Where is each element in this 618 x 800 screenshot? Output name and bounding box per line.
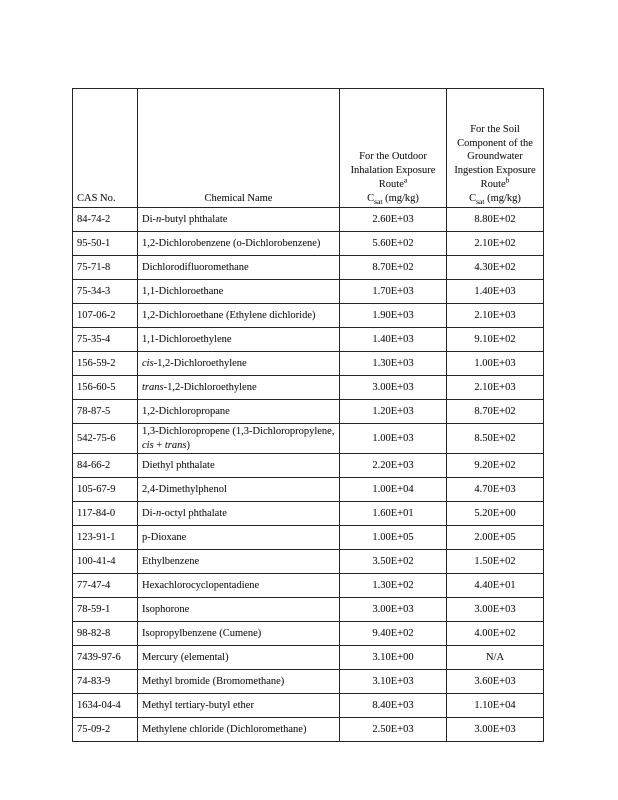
soil-csat-cell: 1.40E+03 bbox=[447, 280, 544, 304]
soil-csat-cell: 2.10E+02 bbox=[447, 232, 544, 256]
cas-number-cell: 7439-97-6 bbox=[73, 646, 138, 670]
outdoor-csat-cell: 5.60E+02 bbox=[340, 232, 447, 256]
header-outdoor-inhalation bbox=[340, 89, 447, 208]
soil-screening-table bbox=[72, 88, 544, 742]
chemical-name-cell: 1,1-Dichloroethylene bbox=[138, 328, 340, 352]
chemical-name-cell: 1,2-Dichloroethane (Ethylene dichloride) bbox=[138, 304, 340, 328]
cas-number-cell: 98-82-8 bbox=[73, 622, 138, 646]
cas-number-cell: 100-41-4 bbox=[73, 550, 138, 574]
table-row bbox=[73, 454, 544, 478]
outdoor-csat-cell: 2.60E+03 bbox=[340, 208, 447, 232]
table-row bbox=[73, 574, 544, 598]
soil-csat-cell: 4.70E+03 bbox=[447, 478, 544, 502]
table-row bbox=[73, 424, 544, 454]
outdoor-csat-cell: 1.70E+03 bbox=[340, 280, 447, 304]
table-row bbox=[73, 400, 544, 424]
cas-number-cell: 117-84-0 bbox=[73, 502, 138, 526]
table-row bbox=[73, 280, 544, 304]
chemical-name-cell: Methyl tertiary-butyl ether bbox=[138, 694, 340, 718]
chemical-name-cell: 1,2-Dichloropropane bbox=[138, 400, 340, 424]
table-row bbox=[73, 718, 544, 742]
table-row bbox=[73, 328, 544, 352]
chemical-name-cell: 1,1-Dichloroethane bbox=[138, 280, 340, 304]
cas-number-cell: 78-87-5 bbox=[73, 400, 138, 424]
table-row bbox=[73, 502, 544, 526]
soil-csat-cell: 9.10E+02 bbox=[447, 328, 544, 352]
chemical-name-cell: Mercury (elemental) bbox=[138, 646, 340, 670]
cas-number-cell: 95-50-1 bbox=[73, 232, 138, 256]
cas-number-cell: 78-59-1 bbox=[73, 598, 138, 622]
soil-csat-cell: 5.20E+00 bbox=[447, 502, 544, 526]
footnote-marker-b: b bbox=[505, 175, 510, 185]
outdoor-csat-cell: 2.20E+03 bbox=[340, 454, 447, 478]
cas-number-cell: 156-60-5 bbox=[73, 376, 138, 400]
table-row bbox=[73, 376, 544, 400]
outdoor-csat-cell: 3.50E+02 bbox=[340, 550, 447, 574]
table-row bbox=[73, 694, 544, 718]
chemical-name-cell: Methylene chloride (Dichloromethane) bbox=[138, 718, 340, 742]
soil-csat-cell: 4.00E+02 bbox=[447, 622, 544, 646]
chemical-name-cell: Isopropylbenzene (Cumene) bbox=[138, 622, 340, 646]
soil-csat-cell: N/A bbox=[447, 646, 544, 670]
outdoor-csat-cell: 8.40E+03 bbox=[340, 694, 447, 718]
soil-csat-cell: 3.00E+03 bbox=[447, 718, 544, 742]
cas-number-cell: 75-35-4 bbox=[73, 328, 138, 352]
chemical-name-cell: Hexachlorocyclopentadiene bbox=[138, 574, 340, 598]
table-body bbox=[73, 208, 544, 742]
cas-number-cell: 1634-04-4 bbox=[73, 694, 138, 718]
header-soil-groundwater bbox=[447, 89, 544, 208]
header-cas-no bbox=[73, 89, 138, 208]
soil-csat-cell: 1.10E+04 bbox=[447, 694, 544, 718]
chemical-name-cell: Di-n-butyl phthalate bbox=[138, 208, 340, 232]
table-row bbox=[73, 478, 544, 502]
table-row bbox=[73, 232, 544, 256]
soil-csat-cell: 2.00E+05 bbox=[447, 526, 544, 550]
header-row bbox=[73, 89, 544, 208]
chemical-name-cell: cis-1,2-Dichloroethylene bbox=[138, 352, 340, 376]
cas-number-cell: 77-47-4 bbox=[73, 574, 138, 598]
outdoor-csat-cell: 1.30E+03 bbox=[340, 352, 447, 376]
table-row bbox=[73, 208, 544, 232]
chemical-name-cell: Methyl bromide (Bromomethane) bbox=[138, 670, 340, 694]
cas-number-cell: 542-75-6 bbox=[73, 424, 138, 454]
outdoor-csat-cell: 1.00E+04 bbox=[340, 478, 447, 502]
soil-csat-cell: 2.10E+03 bbox=[447, 304, 544, 328]
outdoor-csat-cell: 1.60E+01 bbox=[340, 502, 447, 526]
chemical-name-cell: p-Dioxane bbox=[138, 526, 340, 550]
chemical-name-cell: Diethyl phthalate bbox=[138, 454, 340, 478]
header-soil-label: For the Soil Component of the Groundwater Ingestion Exposure Route$^b$ bbox=[454, 124, 536, 190]
soil-csat-cell: 8.80E+02 bbox=[447, 208, 544, 232]
table-row bbox=[73, 670, 544, 694]
outdoor-csat-cell: 9.40E+02 bbox=[340, 622, 447, 646]
outdoor-csat-cell: 1.00E+03 bbox=[340, 424, 447, 454]
cas-number-cell: 75-34-3 bbox=[73, 280, 138, 304]
soil-csat-cell: 2.10E+03 bbox=[447, 376, 544, 400]
outdoor-csat-cell: 2.50E+03 bbox=[340, 718, 447, 742]
outdoor-csat-cell: 8.70E+02 bbox=[340, 256, 447, 280]
chemical-name-cell: trans-1,2-Dichloroethylene bbox=[138, 376, 340, 400]
outdoor-csat-cell: 1.00E+05 bbox=[340, 526, 447, 550]
cas-number-cell: 107-06-2 bbox=[73, 304, 138, 328]
cas-number-cell: 156-59-2 bbox=[73, 352, 138, 376]
table-row bbox=[73, 598, 544, 622]
cas-number-cell: 84-74-2 bbox=[73, 208, 138, 232]
table-row bbox=[73, 646, 544, 670]
soil-csat-cell: 8.50E+02 bbox=[447, 424, 544, 454]
outdoor-csat-cell: 1.20E+03 bbox=[340, 400, 447, 424]
cas-number-cell: 75-71-8 bbox=[73, 256, 138, 280]
table-row bbox=[73, 622, 544, 646]
header-chemical-name-label: Chemical Name bbox=[204, 193, 273, 205]
table-row bbox=[73, 550, 544, 574]
soil-csat-cell: 4.30E+02 bbox=[447, 256, 544, 280]
soil-csat-cell: 1.00E+03 bbox=[447, 352, 544, 376]
soil-csat-cell: 3.60E+03 bbox=[447, 670, 544, 694]
header-outdoor-csat-units: $C_{sat}$ (mg/kg) bbox=[367, 193, 419, 207]
table-row bbox=[73, 256, 544, 280]
outdoor-csat-cell: 1.30E+02 bbox=[340, 574, 447, 598]
chemical-name-cell: Isophorone bbox=[138, 598, 340, 622]
header-chemical-name bbox=[138, 89, 340, 208]
table-row bbox=[73, 526, 544, 550]
header-soil-csat-units: $C_{sat}$ (mg/kg) bbox=[469, 193, 521, 207]
chemical-name-cell: Dichlorodifluoromethane bbox=[138, 256, 340, 280]
header-outdoor-label: For the Outdoor Inhalation Exposure Route$^a$ bbox=[350, 151, 436, 190]
outdoor-csat-cell: 1.40E+03 bbox=[340, 328, 447, 352]
cas-number-cell: 74-83-9 bbox=[73, 670, 138, 694]
cas-number-cell: 84-66-2 bbox=[73, 454, 138, 478]
soil-csat-cell: 9.20E+02 bbox=[447, 454, 544, 478]
outdoor-csat-cell: 1.90E+03 bbox=[340, 304, 447, 328]
outdoor-csat-cell: 3.10E+00 bbox=[340, 646, 447, 670]
soil-csat-cell: 1.50E+02 bbox=[447, 550, 544, 574]
cas-number-cell: 123-91-1 bbox=[73, 526, 138, 550]
soil-csat-cell: 4.40E+01 bbox=[447, 574, 544, 598]
chemical-name-cell: 2,4-Dimethylphenol bbox=[138, 478, 340, 502]
chemical-name-cell: Di-n-octyl phthalate bbox=[138, 502, 340, 526]
chemical-name-cell: 1,2-Dichlorobenzene (o-Dichlorobenzene) bbox=[138, 232, 340, 256]
outdoor-csat-cell: 3.00E+03 bbox=[340, 376, 447, 400]
outdoor-csat-cell: 3.10E+03 bbox=[340, 670, 447, 694]
header-cas-label: CAS No. bbox=[77, 193, 116, 205]
outdoor-csat-cell: 3.00E+03 bbox=[340, 598, 447, 622]
footnote-marker-a: a bbox=[403, 175, 408, 185]
table-row bbox=[73, 352, 544, 376]
chemical-name-cell: Ethylbenzene bbox=[138, 550, 340, 574]
cas-number-cell: 75-09-2 bbox=[73, 718, 138, 742]
chemical-name-cell: 1,3-Dichloropropene (1,3-Dichloropropylene, cis + trans) bbox=[138, 424, 340, 454]
table-row bbox=[73, 304, 544, 328]
cas-number-cell: 105-67-9 bbox=[73, 478, 138, 502]
soil-csat-cell: 3.00E+03 bbox=[447, 598, 544, 622]
soil-csat-cell: 8.70E+02 bbox=[447, 400, 544, 424]
